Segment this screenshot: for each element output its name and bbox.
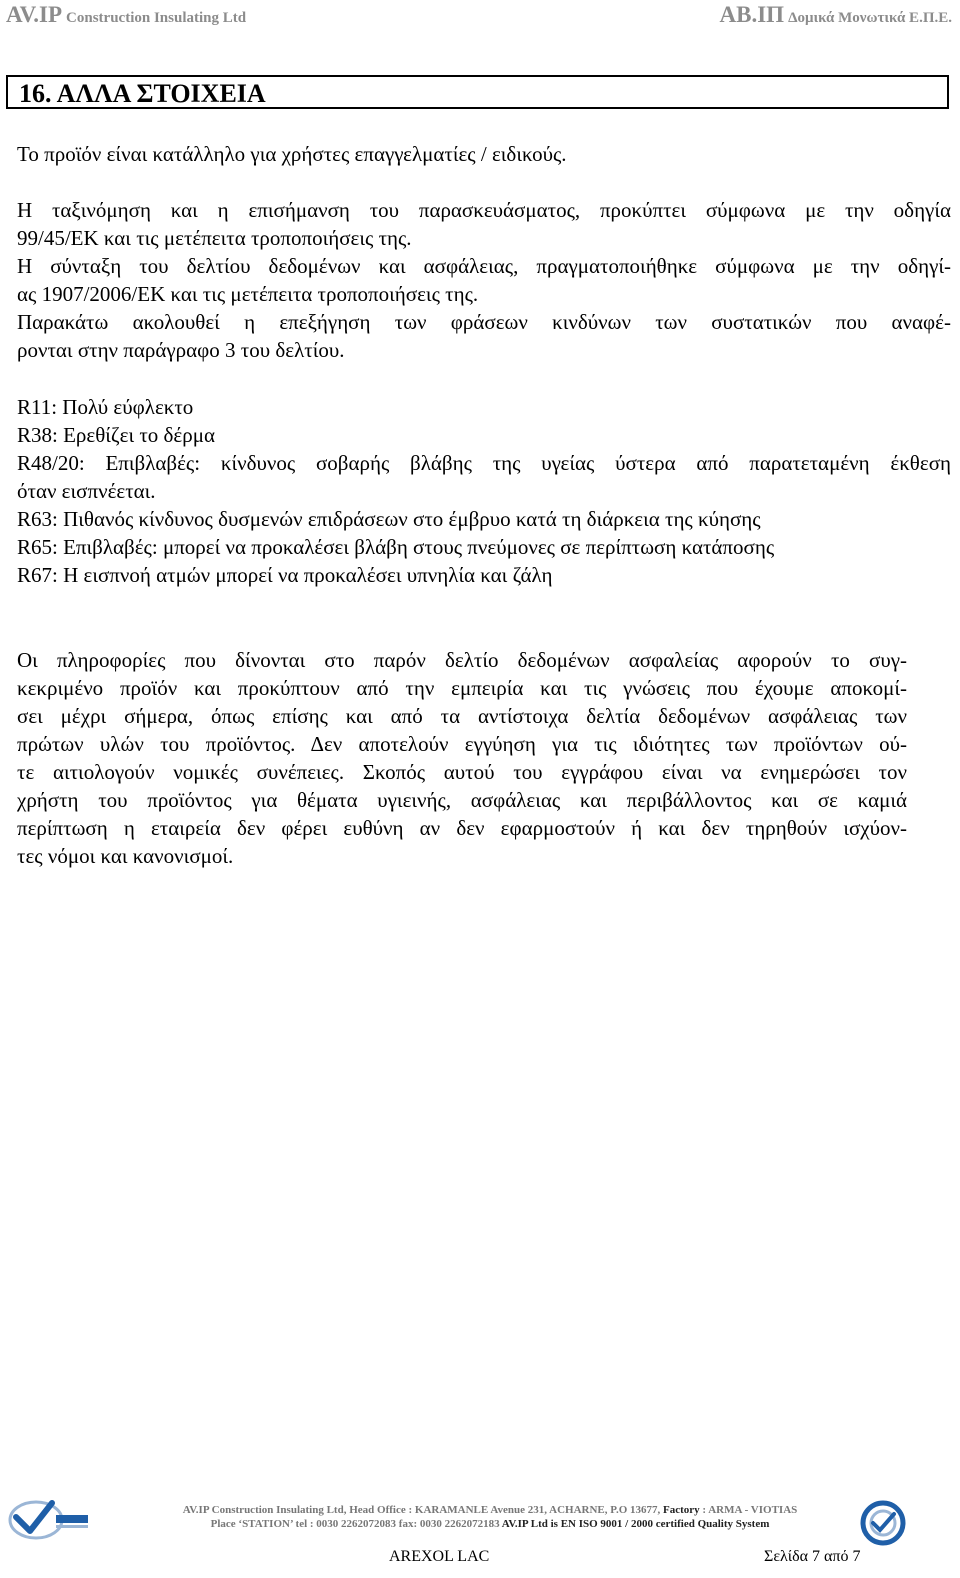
risk-phrase: R11: Πολύ εύφλεκτο: [17, 395, 194, 419]
disclaimer-line: Οι πληροφορίες που δίνονται στο παρόν δελτίο δεδομένων ασφαλείας αφορούν το συγ-: [17, 648, 907, 672]
certification-logo-icon: [6, 1497, 90, 1543]
regulation-line: ας 1907/2006/ΕΚ και τις μετέπειτα τροποποιήσεις της.: [17, 282, 479, 306]
disclaimer-line: τε αιτιολογούν νομικές συνέπειες. Σκοπός αυτού του εγγράφου είναι να ενημερώσει τον: [17, 760, 907, 784]
footer-factory-label: Factory: [663, 1504, 700, 1516]
intro-line: Το προϊόν είναι κατάλληλο για χρήστες επαγγελματίες / ειδικούς.: [17, 142, 567, 166]
regulation-line: Η σύνταξη του δελτίου δεδομένων και ασφάλειας, πραγματοποιήθηκε σύμφωνα με την οδηγί-: [17, 254, 951, 278]
header-right-brand: AB.ΙΠ: [719, 2, 785, 27]
page-number: Σελίδα 7 από 7: [764, 1548, 861, 1565]
disclaimer-line: πρώτων υλών του προϊόντος. Δεν αποτελούν εγγύηση για τις ιδιότητες των προϊόντων ού-: [17, 732, 907, 756]
intro-paragraph: [17, 140, 951, 168]
risk-phrase: R67: Η εισπνοή ατμών μπορεί να προκαλέσει υπνηλία και ζάλη: [17, 563, 553, 587]
footer-address-line: [110, 1503, 870, 1517]
footer-contact: Place ‘STATION’ tel : 0030 2262072083 fax: 0030 2262072183: [210, 1518, 500, 1530]
section-heading-box: [6, 75, 949, 109]
header-right-company: Δομικά Μονωτικά Ε.Π.Ε.: [788, 10, 952, 26]
regulation-line: 99/45/ΕΚ και τις μετέπειτα τροποποιήσεις της.: [17, 226, 412, 250]
section-title: 16. ΑΛΛΑ ΣΤΟΙΧΕΙΑ: [19, 79, 266, 108]
document-name: AREXOL LAC: [389, 1548, 490, 1565]
header-right: [720, 2, 952, 28]
risk-phrases-list: [17, 393, 951, 589]
regulation-line: ρονται στην παράγραφο 3 του δελτίου.: [17, 338, 345, 362]
disclaimer-line: χρήστη του προϊόντος για θέματα υγιεινής, ασφάλειας και περιβάλλοντος και σε καμιά: [17, 788, 907, 812]
risk-phrase: R38: Ερεθίζει το δέρμα: [17, 423, 215, 447]
regulation-paragraph: [17, 196, 951, 364]
disclaimer-line: κεκριμένο προϊόν και προκύπτουν από την εμπειρία και τις γνώσεις που έχουμε αποκομί-: [17, 676, 907, 700]
regulation-line: Παρακάτω ακολουθεί η επεξήγηση των φράσεων κινδύνων των συστατικών που αναφέ-: [17, 310, 951, 334]
regulation-line: Η ταξινόμηση και η επισήμανση του παρασκευάσματος, προκύπτει σύμφωνα με την οδηγία: [17, 198, 951, 222]
risk-phrase: όταν εισπνέεται.: [17, 479, 156, 503]
disclaimer-paragraph: [17, 646, 907, 870]
header-left-brand: AV.IP: [6, 2, 63, 27]
risk-phrase: R63: Πιθανός κίνδυνος δυσμενών επιδράσεων στο έμβρυο κατά τη διάρκεια της κύησης: [17, 507, 761, 531]
risk-phrase: R48/20: Επιβλαβές: κίνδυνος σοβαρής βλάβης της υγείας ύστερα από παρατεταμένη έκθεση: [17, 451, 951, 475]
risk-phrase: R65: Επιβλαβές: μπορεί να προκαλέσει βλάβη στους πνεύμονες σε περίπτωση κατάποσης: [17, 535, 775, 559]
footer-contact-line: [110, 1517, 870, 1531]
footer-factory: : ARMA - VIOTIAS: [702, 1504, 798, 1516]
disclaimer-line: σει μέχρι σήμερα, όπως επίσης και από τα αντίστοιχα δελτία δεδομένων ασφάλειας των: [17, 704, 907, 728]
header-left: [6, 2, 246, 28]
disclaimer-line: περίπτωση η εταιρεία δεν φέρει ευθύνη αν δεν εφαρμοστούν ή και δεν τηρηθούν ισχύον-: [17, 816, 907, 840]
header-left-company: Construction Insulating Ltd: [66, 10, 247, 26]
disclaimer-line: τες νόμοι και κανονισμοί.: [17, 844, 234, 868]
footer-address: AV.IP Construction Insulating Ltd, Head Office : KARAMANLE Avenue 231, ACHARNE, P.O 13677,: [182, 1504, 661, 1516]
footer-iso: AV.IP Ltd is EN ISO 9001 / 2000 certified Quality System: [501, 1518, 770, 1530]
